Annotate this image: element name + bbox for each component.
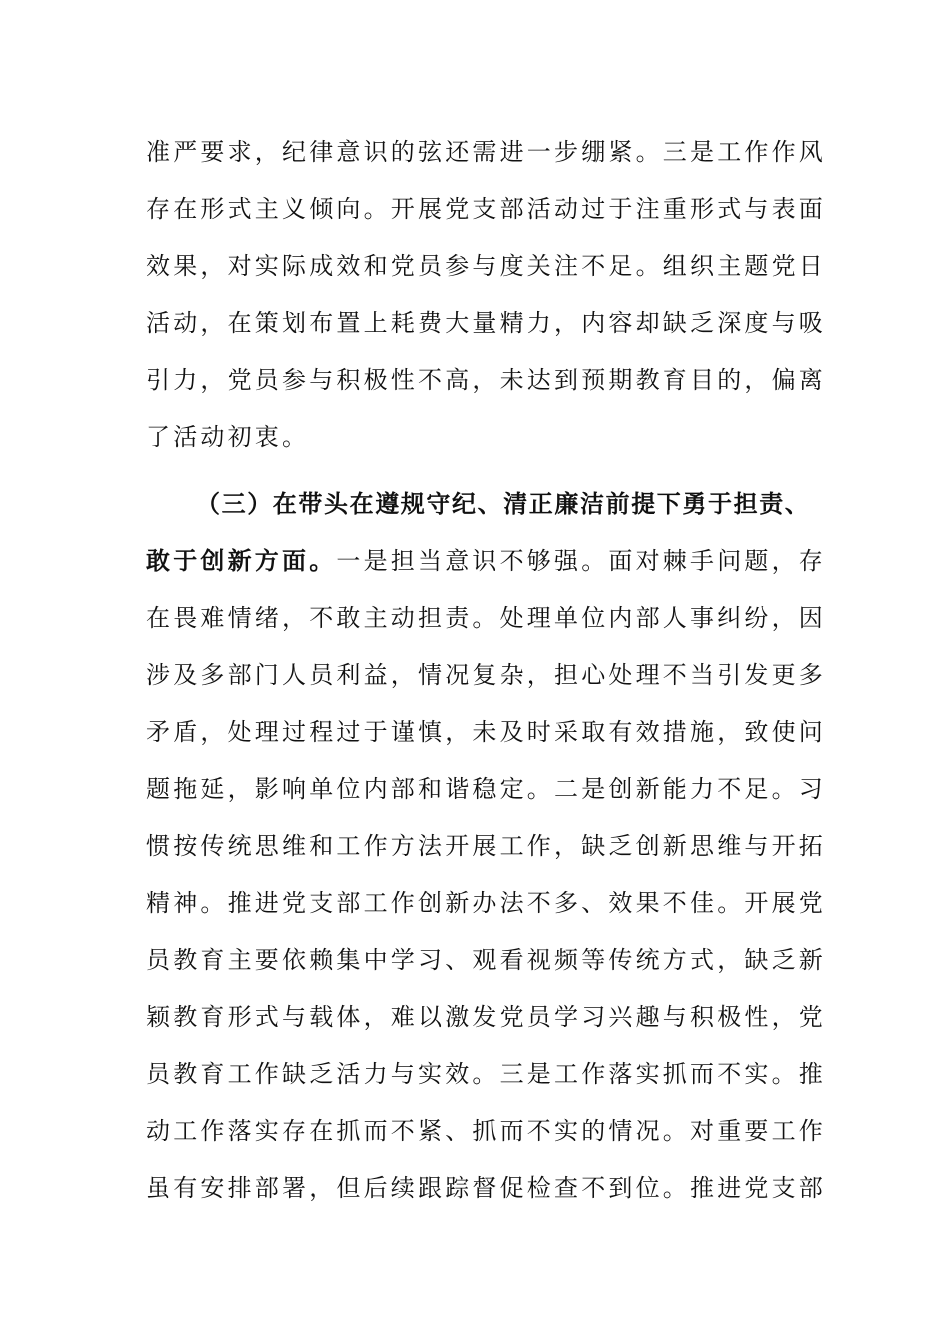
text-line: 准严要求，纪律意识的弦还需进一步绷紧。三是工作作风 [146,138,826,166]
text-line: 存在形式主义倾向。开展党支部活动过于注重形式与表面 [146,195,826,223]
section-heading-continued: 敢于创新方面。 [146,547,337,575]
text-line: 效果，对实际成效和党员参与度关注不足。组织主题党日 [146,252,826,280]
section-heading: （三）在带头在遵规守纪、清正廉洁前提下勇于担责、 [196,490,811,518]
text-line: 了活动初衷。 [146,423,310,451]
text-line [146,541,827,581]
text-line: 引力，党员参与积极性不高，未达到预期教育目的，偏离 [146,366,826,394]
text-line: 员教育工作缺乏活力与实效。三是工作落实抓而不实。推 [146,1060,826,1088]
text-line: 颖教育形式与载体，难以激发党员学习兴趣与积极性，党 [146,1003,826,1031]
text-line: 在畏难情绪，不敢主动担责。处理单位内部人事纠纷，因 [146,604,826,632]
text-line: 精神。推进党支部工作创新办法不多、效果不佳。开展党 [146,889,826,917]
text-span: 一是担当意识不够强。面对棘手问题，存 [336,547,827,575]
text-line: 矛盾，处理过程过于谨慎，未及时采取有效措施，致使问 [146,718,826,746]
text-line: 题拖延，影响单位内部和谐稳定。二是创新能力不足。习 [146,775,826,803]
text-line: 涉及多部门人员利益，情况复杂，担心处理不当引发更多 [146,661,826,689]
text-line: 员教育主要依赖集中学习、观看视频等传统方式，缺乏新 [146,946,826,974]
text-line: 动工作落实存在抓而不紧、抓而不实的情况。对重要工作 [146,1117,826,1145]
text-line: 惯按传统思维和工作方法开展工作，缺乏创新思维与开拓 [146,832,826,860]
text-line: 活动，在策划布置上耗费大量精力，内容却缺乏深度与吸 [146,309,826,337]
text-line: 虽有安排部署，但后续跟踪督促检查不到位。推进党支部 [146,1174,826,1202]
